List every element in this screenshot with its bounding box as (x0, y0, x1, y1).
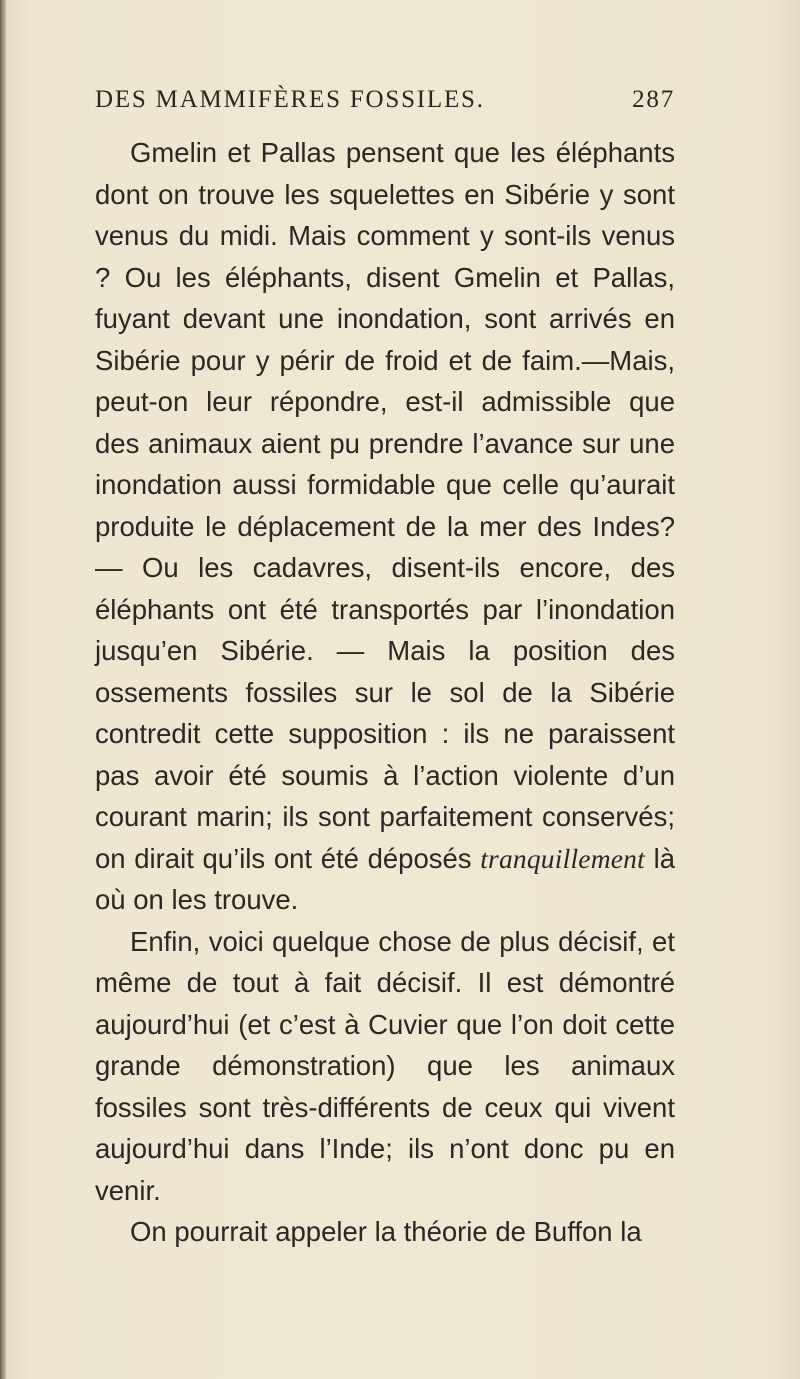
emphasis-tranquillement: tranquillement (480, 842, 645, 874)
paragraph-buffon: On pourrait appeler la théorie de Buffon la (130, 1216, 642, 1247)
running-title: DES MAMMIFÈRES FOSSILES. (95, 86, 485, 113)
page-gutter-shadow (0, 0, 6, 1379)
page-header (95, 86, 675, 120)
paragraph-enfin: Enfin, voici quelque chose de plus décisif, et même de tout à fait décisif. Il est démontré aujourd’hui (et c’est à Cuvier que l’on doit cette grande démonstration) que les animaux fossiles sont très-différents de ceux qui vivent aujourd’hui dans l’Inde; ils n’ont donc pu en venir. (95, 925, 675, 1206)
paragraph-gmelin-pallas (95, 132, 675, 921)
page-number: 287 (632, 86, 675, 113)
body-text (95, 132, 675, 1253)
paragraph-1-text: Gmelin et Pallas pensent que les éléphants dont on trouve les squelettes en Sibérie y sont venus du midi. Mais comment y sont-ils venus ? Ou les éléphants, disent Gmelin et Pallas, fuyant devant une inondation, sont arrivés en Sibérie pour y périr de froid et de faim.—Mais, peut-on leur répondre, est-il admissible que des animaux aient pu prendre l’avance sur une inondation aussi formidable que celle qu’aurait produite le déplacement de la mer des Indes? — Ou les cadavres, disent-ils encore, des éléphants ont été transportés par l’inondation jusqu’en Sibérie. — Mais la position des ossements fossiles sur le sol de la Sibérie contredit cette supposition : ils ne paraissent pas avoir été soumis à l’action violente d’un courant marin; ils sont parfaitement conservés; on dirait qu’ils ont été déposés (95, 137, 675, 874)
paragraph-1-tail: là où on les trouve. (95, 842, 676, 915)
